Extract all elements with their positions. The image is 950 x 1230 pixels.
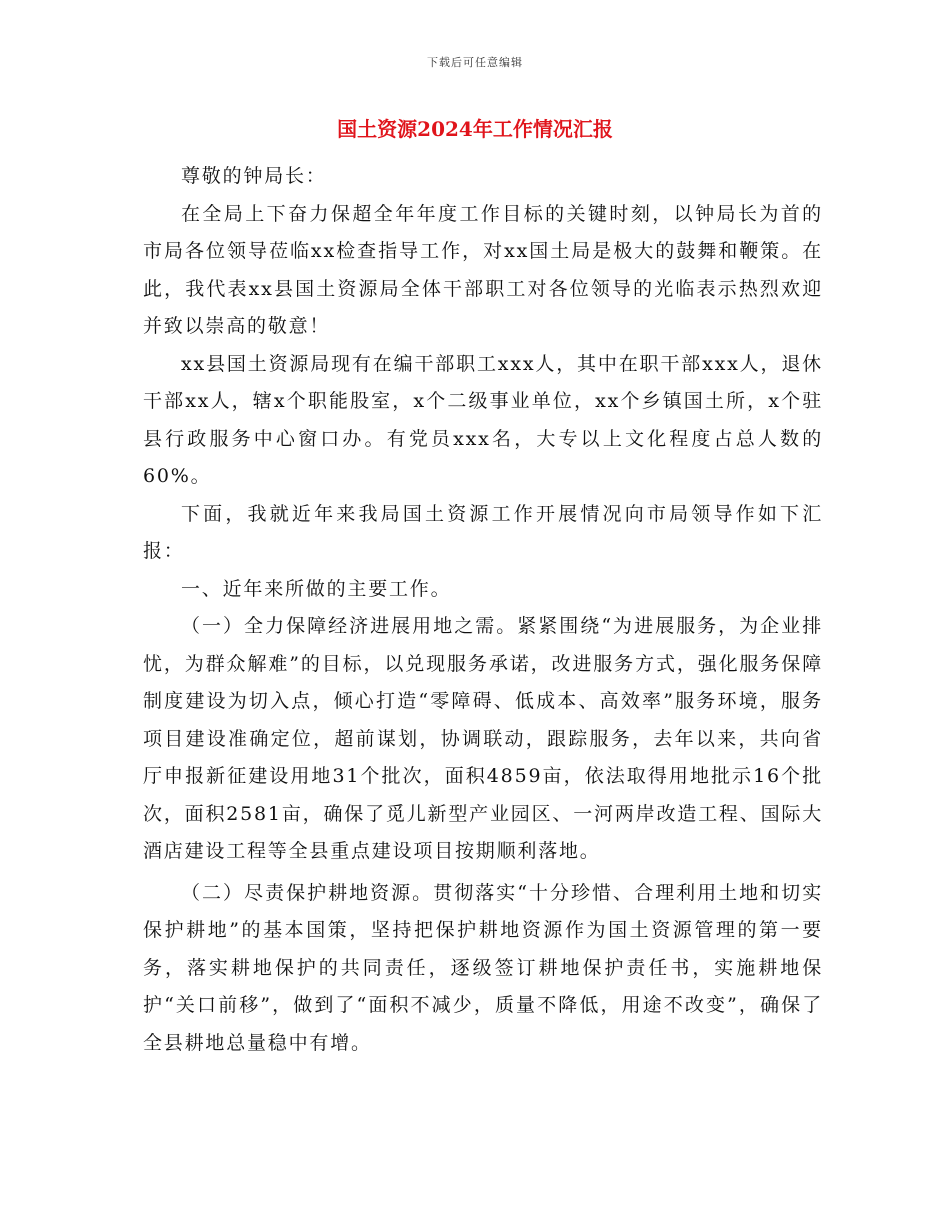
header-note: 下载后可任意编辑 xyxy=(427,56,523,69)
document-body xyxy=(143,158,823,1062)
paragraph-land-use-support: （一）全力保障经济进展用地之需。紧紧围绕“为进展服务，为企业排忧，为群众解难”的目标，以兑现服务承诺，改进服务方式，强化服务保障制度建设为切入点，倾心打造“零障碍、低成本、高效率”服务环境，服务项目建设准确定位，超前谋划，协调联动，跟踪服务，去年以来，共向省厅申报新征建设用地31个批次，面积4859亩，依法取得用地批示16个批次，面积2581亩，确保了觅儿新型产业园区、一河两岸改造工程、国际大酒店建设工程等全县重点建设项目按期顺利落地。 xyxy=(143,615,823,862)
salutation: 尊敬的钟局长： xyxy=(181,165,327,187)
document-title: 国土资源2024年工作情况汇报 xyxy=(337,117,613,141)
paragraph-farmland-protection: （二）尽责保护耕地资源。贯彻落实“十分珍惜、合理利用土地和切实保护耕地”的基本国策，坚持把保护耕地资源作为国土资源管理的第一要务，落实耕地保护的共同责任，逐级签订耕地保护责任书，实施耕地保护“关口前移”，做到了“面积不减少，质量不降低，用途不改变”，确保了全县耕地总量稳中有增。 xyxy=(143,881,823,1054)
paragraph-welcome: 在全局上下奋力保超全年年度工作目标的关键时刻，以钟局长为首的市局各位领导莅临xx检查指导工作，对xx国土局是极大的鼓舞和鞭策。在此，我代表xx县国土资源局全体干部职工对各位领导的光临表示热烈欢迎并致以崇高的敬意！ xyxy=(143,202,823,337)
paragraph-staff-overview: xx县国土资源局现有在编干部职工xxx人，其中在职干部xxx人，退休干部xx人，辖x个职能股室，x个二级事业单位，xx个乡镇国土所，x个驻县行政服务中心窗口办。有党员xxx名，大专以上文化程度占总人数的60%。 xyxy=(143,352,823,487)
section-heading-main-work: 一、近年来所做的主要工作。 xyxy=(181,577,452,600)
paragraph-report-intro: 下面，我就近年来我局国土资源工作开展情况向市局领导作如下汇报： xyxy=(143,502,823,562)
